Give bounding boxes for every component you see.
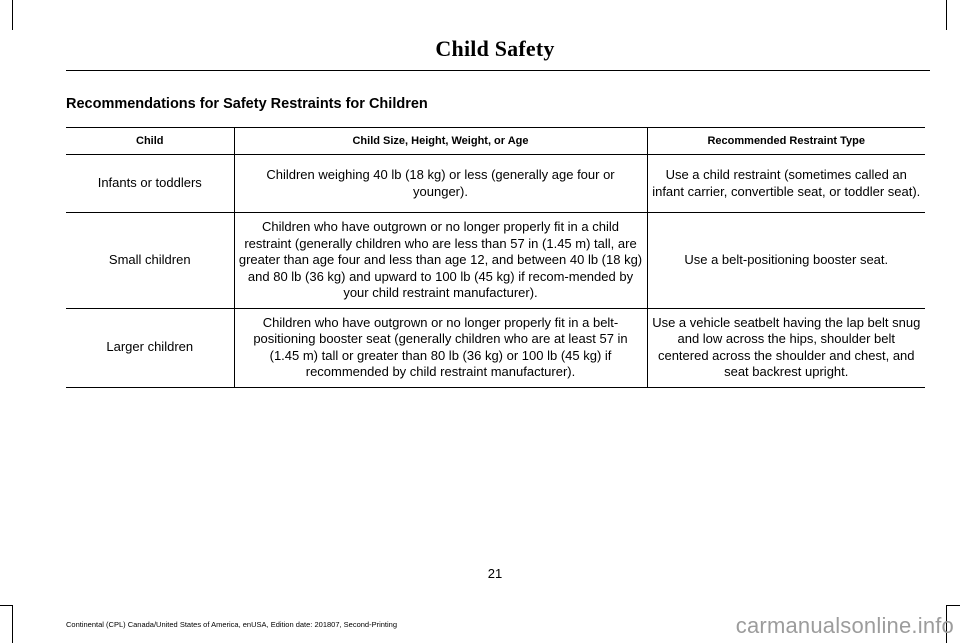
- chapter-rule: [66, 70, 930, 71]
- section-heading: Recommendations for Safety Restraints for Children: [66, 96, 428, 112]
- crop-mark-bottom-left: [12, 605, 13, 643]
- crop-mark-bottom-right-h: [946, 605, 960, 606]
- page-number: 21: [487, 566, 503, 581]
- table-header-row: [66, 128, 925, 155]
- cell-restraint: Use a child restraint (sometimes called an infant carrier, convertible seat, or toddler seat).: [647, 155, 925, 213]
- crop-mark-top-right: [946, 0, 947, 30]
- chapter-title: Child Safety: [435, 36, 555, 61]
- cell-child: Larger children: [66, 308, 234, 387]
- watermark-link[interactable]: carmanualsonline.info: [735, 613, 954, 638]
- cell-restraint: Use a belt-positioning booster seat.: [647, 213, 925, 309]
- cell-child: Infants or toddlers: [66, 155, 234, 213]
- table-row: [66, 308, 925, 387]
- column-header-child: Child: [66, 128, 234, 155]
- restraints-table: [66, 127, 925, 388]
- column-header-size: Child Size, Height, Weight, or Age: [234, 128, 647, 155]
- cell-size: Children who have outgrown or no longer properly fit in a child restraint (generally children who are less than 57 in (1.45 m) tall, are greater than age four and less than age 12, and between 40 lb (18 kg) and 80 lb (36 kg) and upward to 100 lb (45 kg) if recom-mended by your child restraint manufacturer).: [234, 213, 647, 309]
- cell-size: Children who have outgrown or no longer properly fit in a belt-positioning booster seat (generally children who are at least 57 in (1.45 m) tall or greater than 80 lb (36 kg) or 100 lb (45 kg) if recommended by child restraint manufacturer).: [234, 308, 647, 387]
- cell-restraint: Use a vehicle seatbelt having the lap belt snug and low across the hips, shoulder belt centered across the shoulder and chest, and seat backrest upright.: [647, 308, 925, 387]
- crop-mark-bottom-left-h: [0, 605, 12, 606]
- cell-size: Children weighing 40 lb (18 kg) or less (generally age four or younger).: [234, 155, 647, 213]
- table-row: [66, 155, 925, 213]
- cell-child: Small children: [66, 213, 234, 309]
- table-row: [66, 213, 925, 309]
- column-header-restraint: Recommended Restraint Type: [647, 128, 925, 155]
- edition-footer: Continental (CPL) Canada/United States of America, enUSA, Edition date: 201807, Second-Printing: [66, 620, 398, 629]
- crop-mark-top-left: [12, 0, 13, 30]
